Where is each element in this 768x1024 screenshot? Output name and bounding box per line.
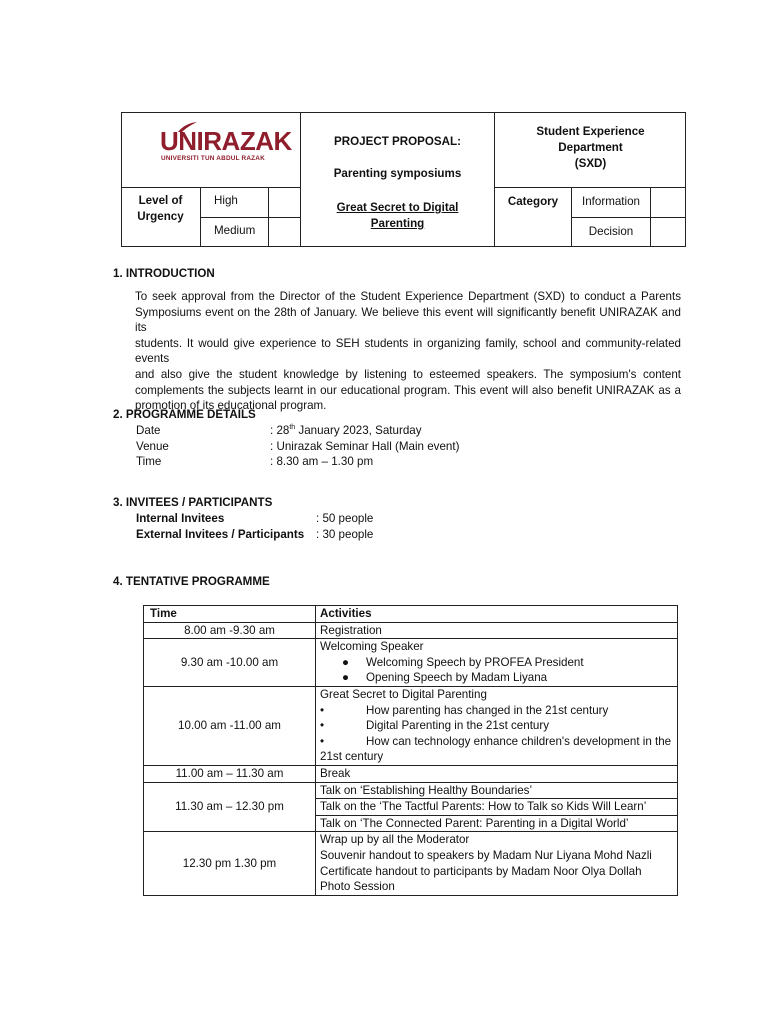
activity-line: Break: [320, 766, 351, 780]
invitees-heading: 3. INVITEES / PARTICIPANTS: [113, 496, 273, 509]
activity-line: Souvenir handout to speakers by Madam Nur Liyana Mohd Nazli: [320, 848, 652, 862]
table-row: [144, 765, 678, 782]
intro-line: To seek approval from the Director of the Student Experience Department (SXD) to conduct a Parents: [135, 290, 681, 303]
programme-details-heading: 2. PROGRAMME DETAILS: [113, 408, 256, 421]
tentative-heading: 4. TENTATIVE PROGRAMME: [113, 575, 270, 588]
row-activities: [316, 639, 678, 687]
activity-bullet: [320, 655, 673, 671]
external-invitees-value: : 30 people: [316, 528, 374, 541]
row-activities: [316, 686, 678, 765]
table-header-row: [144, 606, 678, 623]
proposal-label: PROJECT PROPOSAL:: [334, 135, 461, 148]
row-time: 11.30 am – 12.30 pm: [144, 782, 316, 832]
bullet-icon: •: [320, 719, 325, 733]
activity-line: Talk on ‘Establishing Healthy Boundaries’: [316, 783, 677, 800]
tentative-table: [143, 605, 678, 896]
bullet-icon: •: [320, 734, 325, 748]
detail-venue-value: : Unirazak Seminar Hall (Main event): [270, 440, 460, 453]
divider: [121, 187, 301, 188]
activity-line: Talk on ‘The Connected Parent: Parenting in a Digital World’: [320, 816, 629, 830]
row-time: 12.30 pm 1.30 pm: [144, 832, 316, 895]
divider: [494, 187, 686, 188]
category-label: Category: [507, 195, 559, 208]
activity-bullet: [320, 718, 673, 734]
activity-line: 21st century: [320, 750, 384, 764]
activity-bullet-text: How can technology enhance children's development in the: [366, 734, 672, 748]
category-decision: Decision: [588, 225, 634, 238]
proposal-theme: Great Secret to Digital: [336, 201, 459, 214]
proposal-theme: Parenting: [370, 217, 425, 230]
table-row: [144, 686, 678, 765]
table-row: [144, 832, 678, 895]
table-row: [144, 782, 678, 832]
bullet-icon: •: [320, 703, 325, 717]
detail-time-label: Time: [136, 455, 162, 468]
detail-date-label: Date: [136, 424, 161, 437]
intro-line: and also give the student knowledge by listening to esteemed speakers. The symposium's content: [135, 367, 681, 381]
intro-line: students. It would give experience to SEH students in organizing family, school and community-related events: [135, 336, 681, 366]
activity-line: Certificate handout to participants by Madam Noor Olya Dollah: [320, 864, 642, 878]
bullet-icon: ●: [342, 671, 350, 685]
intro-line: complements the subjects learnt in our educational program. This event will also benefit UNIRAZAK as a: [135, 383, 681, 397]
bullet-icon: ●: [342, 655, 350, 669]
divider: [200, 217, 300, 218]
activity-line: Wrap up by all the Moderator: [320, 833, 470, 847]
table-row: [144, 622, 678, 639]
detail-date-value: : 28th January 2023, Saturday: [270, 424, 422, 437]
table-row: [144, 639, 678, 687]
activity-line: Photo Session: [320, 880, 395, 894]
activity-bullet: [320, 703, 673, 719]
internal-invitees-label: Internal Invitees: [136, 512, 225, 525]
intro-line: promotion of its educational program.: [135, 399, 327, 413]
activity-bullet-text: How parenting has changed in the 21st century: [366, 703, 609, 717]
activity-line: Great Secret to Digital Parenting: [320, 687, 487, 701]
internal-invitees-value: : 50 people: [316, 512, 374, 525]
department-name: Student Experience: [536, 125, 645, 138]
row-activities: [316, 622, 678, 639]
col-activities-header: Activities: [316, 606, 678, 623]
proposal-title: Parenting symposiums: [333, 167, 462, 180]
intro-heading: 1. INTRODUCTION: [113, 267, 215, 280]
external-invitees-label: External Invitees / Participants: [136, 528, 305, 541]
row-time: 11.00 am – 11.30 am: [144, 765, 316, 782]
activity-bullet: [320, 670, 673, 686]
row-time: 10.00 am -11.00 am: [144, 686, 316, 765]
activity-bullet: [320, 734, 673, 750]
activity-line: Talk on the ‘The Tactful Parents: How to Talk so Kids Will Learn’: [316, 799, 677, 816]
divider: [571, 217, 686, 218]
activity-line: Registration: [320, 623, 382, 637]
activity-bullet-text: Opening Speech by Madam Liyana: [366, 671, 548, 685]
category-information: Information: [582, 195, 640, 208]
urgency-medium: Medium: [214, 224, 256, 237]
intro-paragraph: [135, 289, 681, 414]
logo: UNIRAZAK: [160, 126, 292, 156]
detail-venue-label: Venue: [136, 440, 169, 453]
urgency-label: Urgency: [137, 210, 184, 223]
department-name: Department: [558, 141, 623, 154]
detail-time-value: : 8.30 am – 1.30 pm: [270, 455, 374, 468]
activity-bullet-text: Digital Parenting in the 21st century: [366, 719, 550, 733]
logo-subtext: UNIVERSITI TUN ABDUL RAZAK: [161, 155, 265, 162]
row-activities: [316, 832, 678, 895]
activity-line: Welcoming Speaker: [320, 640, 424, 654]
intro-line: Symposiums event on the 28th of January. We believe this event will significantly benefit UNIRAZAK and its: [135, 305, 681, 335]
row-activities: [316, 782, 678, 832]
row-time: 8.00 am -9.30 am: [144, 622, 316, 639]
urgency-high: High: [214, 194, 238, 207]
row-time: 9.30 am -10.00 am: [144, 639, 316, 687]
activity-bullet-text: Welcoming Speech by PROFEA President: [366, 655, 584, 669]
urgency-label: Level of: [138, 194, 183, 207]
department-code: (SXD): [574, 157, 607, 170]
row-activities: [316, 765, 678, 782]
col-time-header: Time: [144, 606, 316, 623]
